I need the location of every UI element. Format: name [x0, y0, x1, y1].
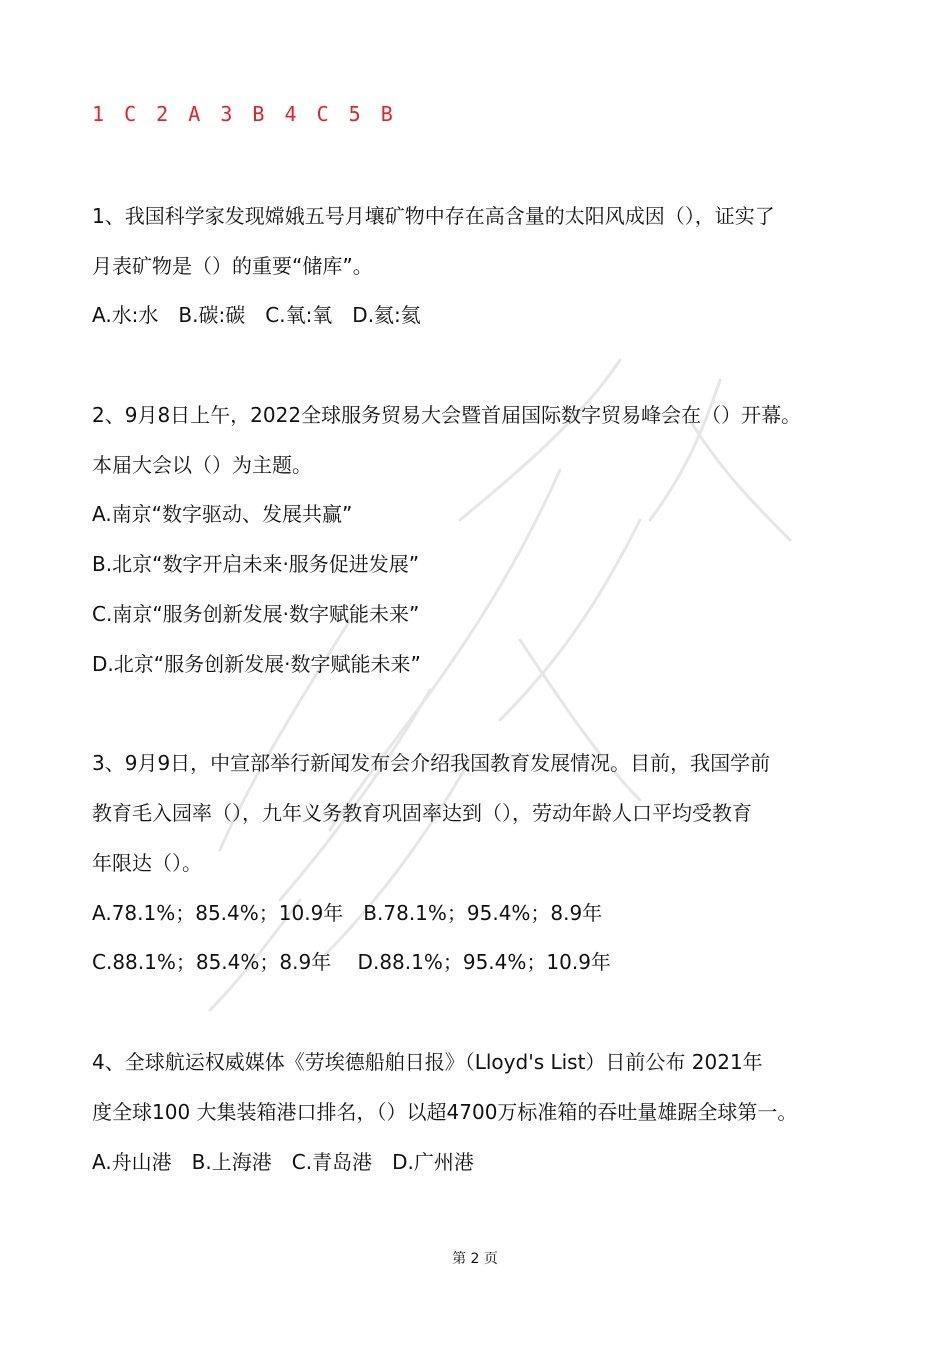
question-4-options: A.舟山港 B.上海港 C.青岛港 D.广州港 [92, 1150, 474, 1174]
question-2-line-1: 2、9月8日上午，2022全球服务贸易大会暨首届国际数字贸易峰会在（）开幕。 [92, 403, 802, 427]
question-1-line-1: 1、我国科学家发现嫦娥五号月壤矿物中存在高含量的太阳风成因（），证实了 [92, 204, 775, 228]
question-3-line-1: 3、9月9日，中宣部举行新闻发布会介绍我国教育发展情况。目前，我国学前 [92, 751, 771, 775]
question-1-options: A.水:水 B.碳:碳 C.氧:氧 D.氦:氦 [92, 303, 421, 327]
question-2-line-2: 本届大会以（）为主题。 [92, 453, 312, 477]
question-3-options-cd: C.88.1%；85.4%；8.9年 D.88.1%；95.4%；10.9年 [92, 950, 611, 974]
answer-key: 1 C 2 A 3 B 4 C 5 B [92, 102, 397, 126]
page-number: 第 2 页 [452, 1251, 498, 1267]
question-2-option-b: B.北京“数字开启未来·服务促进发展” [92, 552, 420, 576]
question-1-line-2: 月表矿物是（）的重要“储库”。 [92, 254, 373, 278]
question-4-line-1: 4、全球航运权威媒体《劳埃德船舶日报》（Lloyd's List）日前公布 2021年 [92, 1050, 763, 1074]
question-2-option-a: A.南京“数字驱动、发展共赢” [92, 502, 353, 526]
question-3-options-ab: A.78.1%；85.4%；10.9年 B.78.1%；95.4%；8.9年 [92, 901, 603, 925]
question-2-option-d: D.北京“服务创新发展·数字赋能未来” [92, 652, 421, 676]
question-3-line-3: 年限达（）。 [92, 851, 202, 875]
question-3-line-2: 教育毛入园率（），九年义务教育巩固率达到（），劳动年龄人口平均受教育 [92, 801, 752, 825]
question-4-line-2: 度全球100 大集装箱港口排名，（）以超4700万标准箱的吞吐量雄踞全球第一。 [92, 1100, 798, 1124]
question-2-option-c: C.南京“服务创新发展·数字赋能未来” [92, 602, 420, 626]
